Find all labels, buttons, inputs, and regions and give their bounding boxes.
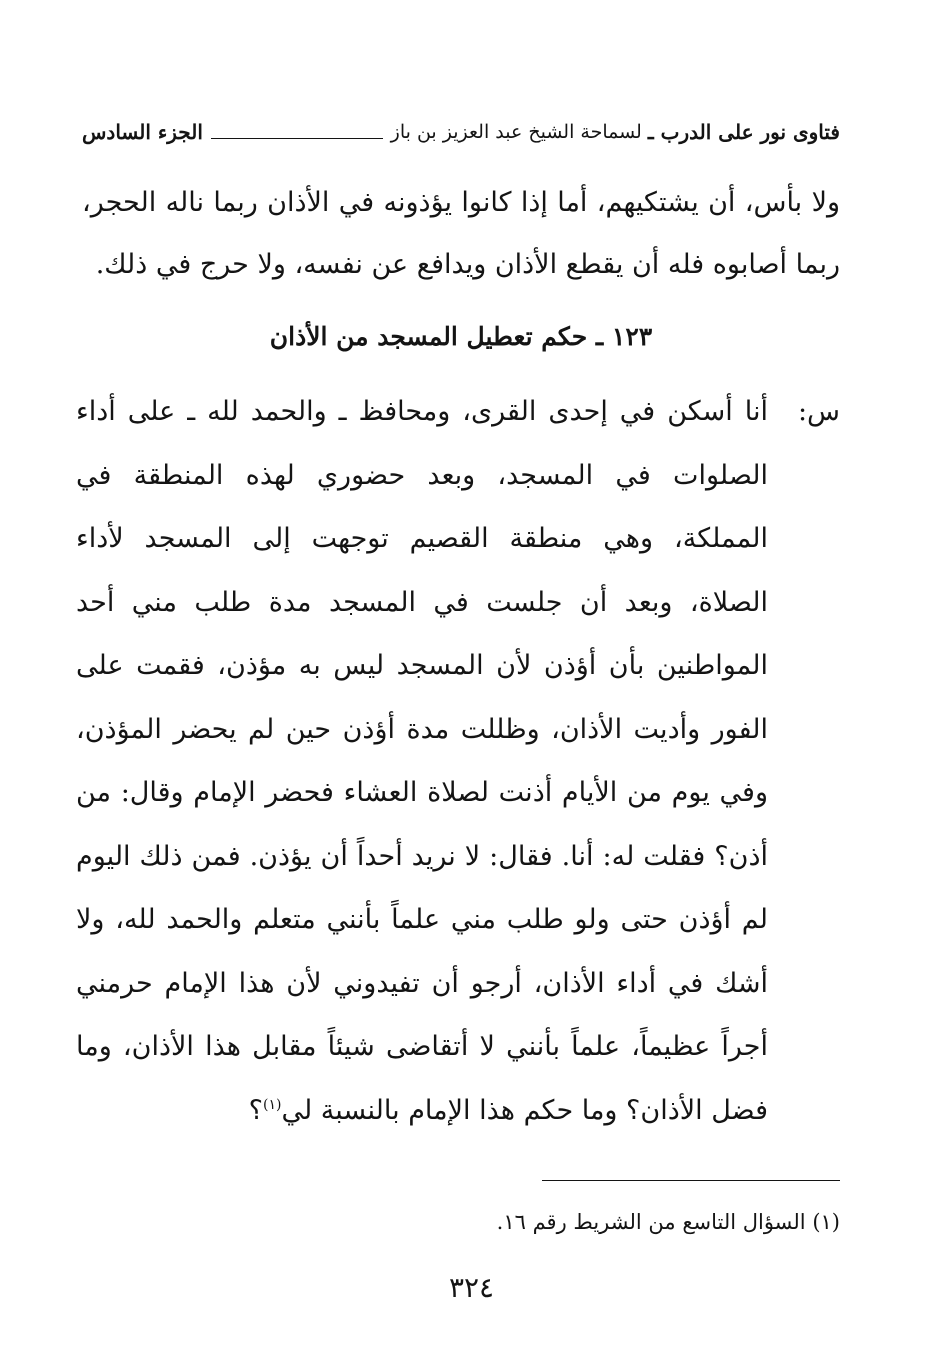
author-name: لسماحة الشيخ عبد العزيز بن باز [390, 121, 642, 143]
question-end-punctuation: ؟ [248, 1094, 264, 1126]
section-heading: ١٢٣ ـ حكم تعطيل المسجد من الأذان [269, 322, 653, 351]
footnote-reference: (١) [263, 1096, 282, 1113]
intro-paragraph [82, 172, 840, 296]
intro-text: ولا بأس، أن يشتكيهم، أما إذا كانوا يؤذونه في الأذان ربما ناله الحجر، ربما أصابوه فله أن يقطع الأذان ويدافع عن نفسه، ولا حرج في ذلك. [82, 187, 840, 280]
header-rule [211, 138, 383, 139]
question-text: أنا أسكن في إحدى القرى، ومحافظ ـ والحمد لله ـ على أداء الصلوات في المسجد، وبعد حضوري لهذه المنطقة في المملكة، وهي منطقة القصيم توجهت إلى المسجد لأداء الصلاة، وبعد أن جلست في المسجد مدة طلب مني أحد المواطنين بأن أؤذن لأن المسجد ليس به مؤذن، فقمت على الفور وأديت الأذان، وظللت مدة أؤذن حين لم يحضر المؤذن، وفي يوم من الأيام أذنت لصلاة العشاء فحضر الإمام وقال: من أذن؟ فقلت له: أنا. فقال: لا نريد أحداً أن يؤذن. فمن ذلك اليوم لم أؤذن حتى ولو طلب مني علماً بأنني متعلم والحمد لله، ولا أشك في أداء الأذان، أرجو أن تفيدوني لأن هذا الإمام حرمني أجراً عظيماً، علماً بأنني لا أتقاضى شيئاً مقابل هذا الأذان، وما فضل الأذان؟ وما حكم هذا الإمام بالنسبة لي [76, 396, 768, 1126]
footnote-separator [542, 1180, 840, 1181]
question-block [76, 380, 840, 1142]
volume-label: الجزء السادس [82, 120, 203, 144]
book-title: فتاوى نور على الدرب ـ [647, 120, 840, 144]
running-header [82, 112, 840, 152]
question-body [76, 380, 768, 1142]
question-marker: س: [797, 396, 840, 427]
footnote: (١) السؤال التاسع من الشريط رقم ١٦. [496, 1210, 840, 1234]
page-number: ٣٢٤ [448, 1271, 495, 1304]
